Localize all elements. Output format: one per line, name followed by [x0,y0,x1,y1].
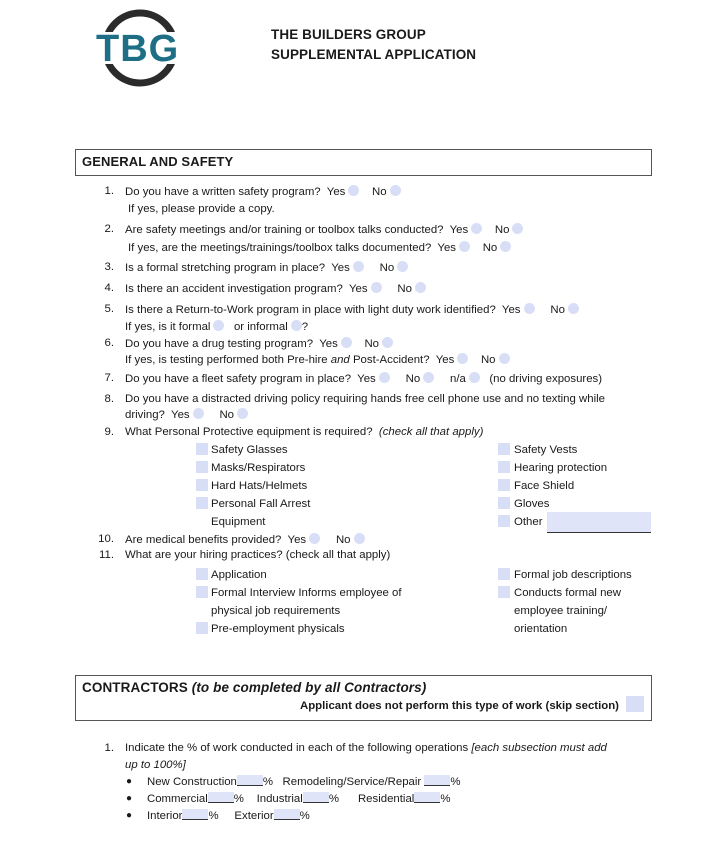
q1-yes-radio[interactable] [348,185,359,196]
residential-input[interactable] [414,792,440,803]
q5-formal-radio[interactable] [213,320,224,331]
question-3: Is a formal stretching program in place? Yes No [125,261,408,274]
ppe-fall-arrest-label-2: Equipment [211,516,266,528]
question-11: What are your hiring practices? (check all that apply) [125,549,391,561]
q8-number: 8. [104,393,114,405]
q6-yes-radio[interactable] [341,337,352,348]
q2b-no-radio[interactable] [500,241,511,252]
logo-text: TBG [96,28,180,70]
ppe-safety-glasses-label: Safety Glasses [211,444,288,456]
new-construction-input[interactable] [237,775,263,786]
section-general-safety [75,149,652,176]
q8-no-radio[interactable] [237,408,248,419]
q4-yes-radio[interactable] [371,282,382,293]
ppe-other-checkbox[interactable] [498,515,510,527]
hire-training-label-3: orientation [514,623,568,635]
remodeling-input[interactable] [424,775,450,786]
ppe-gloves-label: Gloves [514,498,550,510]
q3-yes-radio[interactable] [353,261,364,272]
q9-number: 9. [104,426,114,438]
q5-yes-radio[interactable] [524,303,535,314]
q5-number: 5. [104,303,114,315]
contractors-question-1-note: up to 100%] [125,759,186,771]
ppe-masks-checkbox[interactable] [196,461,208,473]
ppe-gloves-checkbox[interactable] [498,497,510,509]
hire-physicals-label: Pre-employment physicals [211,623,345,635]
hire-job-descriptions-label: Formal job descriptions [514,569,632,581]
ppe-hearing-label: Hearing protection [514,462,608,474]
question-8b: driving? Yes No [125,408,248,421]
q1-followup: If yes, please provide a copy. [128,203,275,215]
hire-application-label: Application [211,569,267,581]
q10-no-radio[interactable] [354,533,365,544]
hire-physicals-checkbox[interactable] [196,622,208,634]
header-title: THE BUILDERS GROUP [271,27,426,42]
ppe-other-input[interactable] [547,512,651,533]
q6b-no-radio[interactable] [499,353,510,364]
question-5b: If yes, is it formal or informal ? [125,321,309,333]
hire-interview-checkbox[interactable] [196,586,208,598]
contractors-question-1: Indicate the % of work conducted in each of the following operations [each subsection must add [125,742,607,754]
ops-line-3: Interior % Exterior % [147,810,310,822]
q4-number: 4. [104,282,114,294]
question-1: Do you have a written safety program? Yes No [125,185,401,198]
section-title: GENERAL AND SAFETY [82,154,234,169]
q7-yes-radio[interactable] [379,372,390,383]
question-8: Do you have a distracted driving policy requiring hands free cell phone use and no texting while [125,393,605,405]
q5-no-radio[interactable] [568,303,579,314]
question-4: Is there an accident investigation program? Yes No [125,282,426,295]
q2b-yes-radio[interactable] [459,241,470,252]
q5-informal-radio[interactable] [291,320,302,331]
ppe-face-shield-checkbox[interactable] [498,479,510,491]
ops-line-1: New Construction % Remodeling/Service/Repair % [147,776,461,788]
question-6b: If yes, is testing performed both Pre-hire and Post-Accident? Yes No [125,353,510,366]
q11-number: 11. [99,549,114,561]
hire-training-label: Conducts formal new [514,587,621,599]
bullet: ● [126,776,133,787]
q1-no-radio[interactable] [390,185,401,196]
ppe-face-shield-label: Face Shield [514,480,575,492]
section-contractors-title: CONTRACTORS (to be completed by all Contractors) [82,680,427,695]
ppe-hearing-checkbox[interactable] [498,461,510,473]
commercial-input[interactable] [208,792,234,803]
q10-number: 10. [98,533,114,545]
ppe-other-label: Other [514,516,543,528]
hire-interview-label: Formal Interview Informs employee of [211,587,402,599]
ppe-safety-vests-checkbox[interactable] [498,443,510,455]
ppe-masks-label: Masks/Respirators [211,462,306,474]
hire-interview-label-2: physical job requirements [211,605,341,617]
hire-application-checkbox[interactable] [196,568,208,580]
section-contractors [75,675,652,721]
q7-na-radio[interactable] [469,372,480,383]
ppe-fall-arrest-checkbox[interactable] [196,497,208,509]
q4-no-radio[interactable] [415,282,426,293]
q1-number: 1. [104,185,114,197]
question-6: Do you have a drug testing program? Yes No [125,337,393,350]
company-logo [92,8,188,88]
q8-yes-radio[interactable] [193,408,204,419]
q7-no-radio[interactable] [423,372,434,383]
ppe-hard-hats-checkbox[interactable] [196,479,208,491]
skip-section-checkbox[interactable] [626,696,644,712]
ops-line-2: Commercial % Industrial % Residential % [147,793,451,805]
header-subtitle: SUPPLEMENTAL APPLICATION [271,47,477,62]
ppe-hard-hats-label: Hard Hats/Helmets [211,480,308,492]
hire-training-checkbox[interactable] [498,586,510,598]
exterior-input[interactable] [274,809,300,820]
skip-section-label: Applicant does not perform this type of work (skip section) [300,700,619,712]
q10-yes-radio[interactable] [309,533,320,544]
q3-number: 3. [104,261,114,273]
q2-yes-radio[interactable] [471,223,482,234]
c1-number: 1. [104,742,114,754]
q6-number: 6. [104,337,114,349]
question-7: Do you have a fleet safety program in place? Yes No n/a (no driving exposures) [125,373,603,385]
question-2b: If yes, are the meetings/trainings/toolbox talks documented? Yes No [128,241,511,254]
q2-number: 2. [104,223,114,235]
question-10: Are medical benefits provided? Yes No [125,533,365,546]
q7-number: 7. [104,372,114,384]
q6-no-radio[interactable] [382,337,393,348]
interior-input[interactable] [182,809,208,820]
hire-training-label-2: employee training/ [514,605,608,617]
bullet: ● [126,793,133,804]
q6b-yes-radio[interactable] [457,353,468,364]
hire-job-descriptions-checkbox[interactable] [498,568,510,580]
q3-no-radio[interactable] [397,261,408,272]
ppe-safety-vests-label: Safety Vests [514,444,578,456]
industrial-input[interactable] [303,792,329,803]
question-5: Is there a Return-to-Work program in place with light duty work identified? Yes No [125,303,579,316]
ppe-safety-glasses-checkbox[interactable] [196,443,208,455]
ppe-fall-arrest-label: Personal Fall Arrest [211,498,311,510]
bullet: ● [126,810,133,821]
q2-no-radio[interactable] [512,223,523,234]
question-9: What Personal Protective equipment is required? (check all that apply) [125,426,484,438]
question-2: Are safety meetings and/or training or toolbox talks conducted? Yes No [125,223,523,236]
